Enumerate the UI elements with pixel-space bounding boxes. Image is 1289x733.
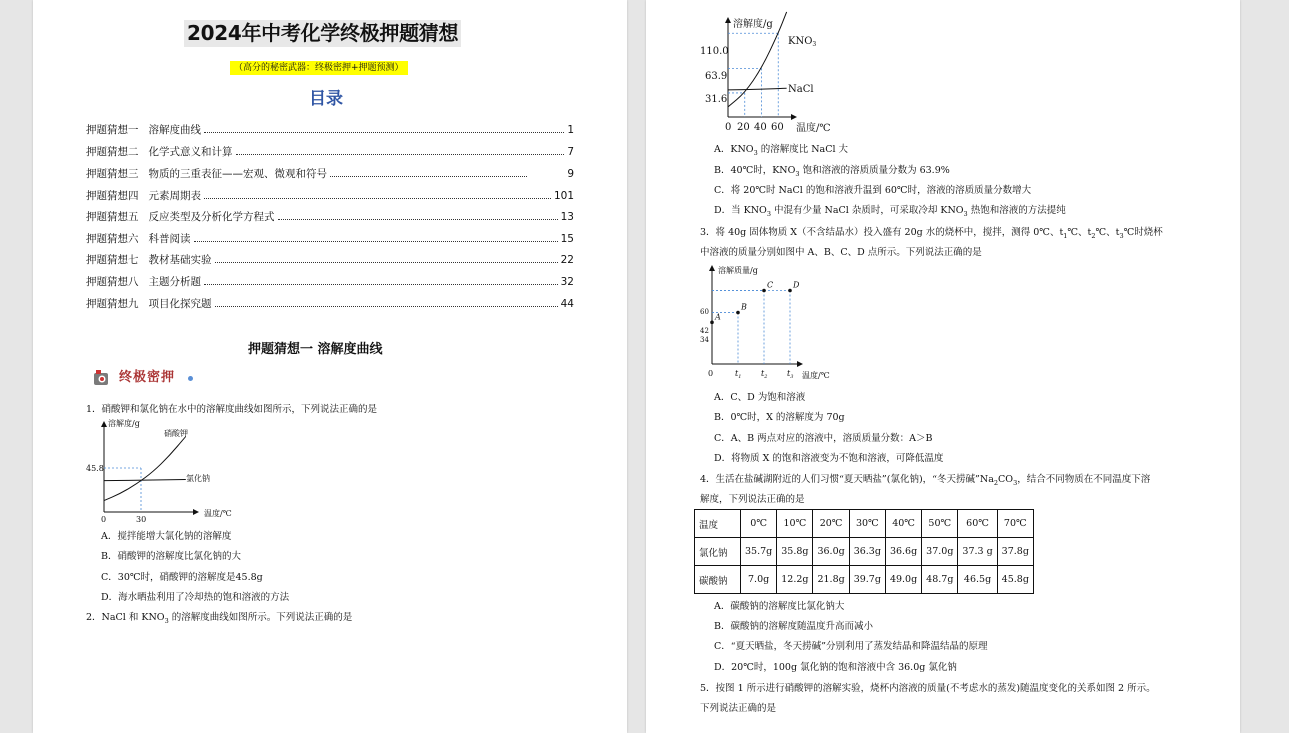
x-axis-label: 温度/℃ xyxy=(796,123,831,134)
document-page-right xyxy=(646,0,1240,733)
series-label: 硝酸钾 xyxy=(164,429,188,438)
chart-q2 xyxy=(696,14,866,136)
q3-stem-part: ℃、t xyxy=(1095,227,1120,238)
q2-subscript: 3 xyxy=(766,209,771,218)
toc-entry[interactable] xyxy=(86,231,574,247)
series-line-nacl xyxy=(728,88,787,90)
banner-dot xyxy=(188,376,193,381)
table-cell: 46.5g xyxy=(958,566,997,594)
y-tick-label: 60 xyxy=(700,308,709,316)
table-cell: 35.8g xyxy=(777,538,813,566)
question-3-stem-line1 xyxy=(700,224,1163,240)
toc-label: 押题猜想四 xyxy=(86,190,139,202)
y-tick-label: 31.6 xyxy=(705,94,728,105)
toc-label: 押题猜想六 xyxy=(86,233,139,245)
table-cell: 36.0g xyxy=(813,538,849,566)
table-cell: 12.2g xyxy=(777,566,813,594)
x-tick-label: 40 xyxy=(754,122,767,133)
table-cell: 20℃ xyxy=(813,510,849,538)
table-cell: 37.0g xyxy=(922,538,958,566)
table-cell: 40℃ xyxy=(885,510,921,538)
q3-stem-part: 3．将 40g 固体物质 X（不含结晶水）投入盛有 20g 水的烧杯中，搅拌，测得 0℃、t xyxy=(700,227,1064,238)
toc-leader xyxy=(330,176,527,177)
x-tick-label: 0 xyxy=(101,515,107,524)
series-label: 氯化钠 xyxy=(186,474,210,483)
q2-subscript: 3 xyxy=(753,148,758,157)
table-cell: 48.7g xyxy=(922,566,958,594)
series-line-nacl xyxy=(104,479,186,480)
document-title: 2024年中考化学终极押题猜想 xyxy=(184,20,461,47)
toc-label: 押题猜想三 xyxy=(86,168,139,180)
toc-label: 押题猜想七 xyxy=(86,254,139,266)
toc-title: 化学式意义和计算 xyxy=(148,146,233,158)
q2-subscript: 3 xyxy=(164,616,169,625)
toc-page-number: 15 xyxy=(560,233,574,245)
solubility-table xyxy=(694,509,1034,594)
table-cell: 45.8g xyxy=(997,566,1033,594)
x-tick-label: 30 xyxy=(136,515,147,524)
q4-option-a[interactable]: A．碳酸钠的溶解度比氯化钠大 xyxy=(714,601,845,612)
toc-entry[interactable] xyxy=(86,296,574,312)
table-cell: 30℃ xyxy=(849,510,885,538)
toc-leader xyxy=(236,154,565,155)
question-4-stem-line2: 解度，下列说法正确的是 xyxy=(700,494,805,505)
y-tick-label: 42 xyxy=(700,327,709,335)
table-cell: 21.8g xyxy=(813,566,849,594)
y-tick-label: 63.9 xyxy=(705,71,728,82)
toc-label: 押题猜想五 xyxy=(86,211,139,223)
table-cell: 7.0g xyxy=(741,566,777,594)
table-cell: 温度 xyxy=(695,510,741,538)
toc-title: 物质的三重表征——宏观、微观和符号 xyxy=(148,168,327,180)
toc-entry[interactable] xyxy=(86,252,574,268)
table-header-row xyxy=(695,510,1034,538)
toc-title: 溶解度曲线 xyxy=(148,124,201,136)
q2-option-d[interactable] xyxy=(714,202,1066,218)
toc-page-number: 7 xyxy=(567,146,574,158)
table-cell: 氯化钠 xyxy=(695,538,741,566)
toc-entry[interactable] xyxy=(86,144,574,160)
toc-page-number: 101 xyxy=(553,190,574,202)
q4-stem-part: 4．生活在盐碱湖附近的人们习惯“夏天晒盐”(氯化钠)，“冬天捞碱”Na xyxy=(700,474,994,485)
q4-subscript: 2 xyxy=(993,478,999,487)
toc-leader xyxy=(204,284,558,285)
toc-page-number: 9 xyxy=(567,168,574,180)
q1-option-d[interactable]: D．海水晒盐利用了冷却热的饱和溶液的方法 xyxy=(101,592,290,603)
q1-option-a[interactable]: A．搅拌能增大氯化钠的溶解度 xyxy=(101,531,232,542)
y-axis-label: 溶解质量/g xyxy=(718,266,758,275)
table-row xyxy=(695,566,1034,594)
y-tick-label: 45.8 xyxy=(86,464,104,473)
q2-option-text: 中混有少量 NaCl 杂质时，可采取冷却 KNO xyxy=(770,205,964,216)
q4-option-b[interactable]: B．碳酸钠的溶解度随温度升高而减小 xyxy=(714,621,873,632)
q2-stem-part: 的溶解度曲线如图所示。下列说法正确的是 xyxy=(168,612,353,623)
toc-leader xyxy=(278,219,558,220)
toc-label: 押题猜想九 xyxy=(86,298,139,310)
x-tick-label: $t_1$ xyxy=(735,369,742,380)
chart-q3 xyxy=(698,262,848,384)
q3-subscript: 1 xyxy=(1063,231,1068,240)
table-cell: 36.3g xyxy=(849,538,885,566)
series-label: NaCl xyxy=(788,84,814,95)
x-tick-label: 20 xyxy=(737,122,750,133)
q2-stem-part: 2．NaCl 和 KNO xyxy=(86,612,165,623)
table-cell: 10℃ xyxy=(777,510,813,538)
q2-option-text: 饱和溶液的溶质质量分数为 63.9% xyxy=(799,165,950,176)
table-cell: 37.3 g xyxy=(958,538,997,566)
toc-page-number: 44 xyxy=(560,298,574,310)
x-tick-label: 0 xyxy=(708,369,714,378)
x-tick-label: $t_3$ xyxy=(787,369,794,380)
toc-title: 科普阅读 xyxy=(148,233,191,245)
q2-subscript: 3 xyxy=(963,209,968,218)
toc-entry[interactable] xyxy=(86,166,574,182)
table-cell: 35.7g xyxy=(741,538,777,566)
q2-option-a[interactable] xyxy=(714,141,848,157)
q4-option-c[interactable]: C．“夏天晒盐，冬天捞碱”分别利用了蒸发结晶和降温结晶的原理 xyxy=(714,641,988,652)
toc-page-number: 1 xyxy=(567,124,574,136)
q3-subscript: 2 xyxy=(1091,231,1096,240)
data-point xyxy=(710,321,714,325)
y-tick-label: 34 xyxy=(700,336,709,344)
x-tick-label: $t_2$ xyxy=(761,369,768,380)
toc-heading: 目录 xyxy=(309,89,343,109)
q3-subscript: 3 xyxy=(1119,231,1124,240)
table-cell: 60℃ xyxy=(958,510,997,538)
toc-label: 押题猜想二 xyxy=(86,146,139,158)
question-4-stem-line1 xyxy=(700,471,1150,487)
q4-subscript: 3 xyxy=(1013,478,1018,487)
data-point xyxy=(736,311,740,315)
q1-option-c[interactable]: C．30℃时，硝酸钾的溶解度是45.8g xyxy=(101,572,263,583)
toc-title: 元素周期表 xyxy=(148,190,201,202)
q3-stem-part: ℃时烧杯 xyxy=(1123,227,1163,238)
q3-option-c[interactable]: C．A、B 两点对应的溶液中，溶质质量分数：A＞B xyxy=(714,433,933,444)
question-5-stem-line2: 下列说法正确的是 xyxy=(700,703,777,714)
guide-lines xyxy=(728,33,778,117)
section-heading: 押题猜想一 溶解度曲线 xyxy=(248,342,383,357)
toc-title: 主题分析题 xyxy=(148,276,201,288)
table-row xyxy=(695,538,1034,566)
point-label: D xyxy=(793,280,800,290)
toc-entry[interactable] xyxy=(86,274,574,290)
question-5-stem-line1: 5．按图 1 所示进行硝酸钾的溶解实验，烧杯内溶液的质量(不考虑水的蒸发)随温度变化的关系如图 2 所示。 xyxy=(700,683,1156,694)
toc-label: 押题猜想八 xyxy=(86,276,139,288)
table-cell: 碳酸钠 xyxy=(695,566,741,594)
toc-title: 项目化探究题 xyxy=(148,298,212,310)
q2-option-text: 的溶解度比 NaCl 大 xyxy=(757,144,849,155)
q4-stem-part: ，结合不同物质在不同温度下溶 xyxy=(1017,474,1151,485)
toc-leader xyxy=(215,306,558,307)
document-page-left xyxy=(33,0,627,733)
toc-leader xyxy=(194,241,558,242)
table-cell: 36.6g xyxy=(885,538,921,566)
q4-stem-part: CO xyxy=(998,474,1014,485)
table-cell: 37.8g xyxy=(997,538,1033,566)
toc-page-number: 13 xyxy=(560,211,574,223)
q2-option-text: D．当 KNO xyxy=(714,205,767,216)
q2-option-c[interactable]: C．将 20℃时 NaCl 的饱和溶液升温到 60℃时，溶液的溶质质量分数增大 xyxy=(714,185,1032,196)
question-3-stem-line2: 中溶液的质量分别如图中 A、B、C、D 点所示。下列说法正确的是 xyxy=(700,247,982,258)
toc-leader xyxy=(204,198,551,199)
q2-option-text: A．KNO xyxy=(714,144,754,155)
x-tick-label: 0 xyxy=(725,122,732,133)
table-cell: 0℃ xyxy=(741,510,777,538)
point-label: A xyxy=(715,312,721,322)
toc-label: 押题猜想一 xyxy=(86,124,139,136)
question-2-stem xyxy=(86,609,352,625)
q2-option-text: B．40℃时，KNO xyxy=(714,165,796,176)
data-points xyxy=(710,281,800,325)
q2-subscript: 3 xyxy=(795,169,800,178)
table-cell: 49.0g xyxy=(885,566,921,594)
x-axis-label: 温度/℃ xyxy=(802,371,830,380)
table-cell: 70℃ xyxy=(997,510,1033,538)
toc-entry[interactable] xyxy=(86,209,574,225)
toc-title: 教材基础实验 xyxy=(148,254,212,266)
q3-stem-part: ℃、t xyxy=(1067,227,1092,238)
toc-leader xyxy=(204,132,564,133)
table-cell: 50℃ xyxy=(922,510,958,538)
q2-option-b[interactable] xyxy=(714,162,950,178)
guide-lines xyxy=(712,291,790,365)
point-label: B xyxy=(741,302,747,312)
series-line-kno3 xyxy=(104,436,186,500)
toc-entry[interactable] xyxy=(86,122,574,138)
y-tick-label: 110.0 xyxy=(700,46,729,57)
chart-q1 xyxy=(86,414,246,524)
q3-option-d[interactable]: D．将物质 X 的饱和溶液变为不饱和溶液，可降低温度 xyxy=(714,453,944,464)
question-1-stem: 1．硝酸钾和氯化钠在水中的溶解度曲线如图所示，下列说法正确的是 xyxy=(86,404,378,415)
data-point xyxy=(788,289,792,293)
y-axis-label: 溶解度/g xyxy=(108,419,140,428)
q3-option-a[interactable]: A．C、D 为饱和溶液 xyxy=(714,392,806,403)
series-label: $KNO_3$ xyxy=(788,36,817,48)
q3-option-b[interactable]: B．0℃时，X 的溶解度为 70g xyxy=(714,412,845,423)
q2-option-text: 热饱和溶液的方法提纯 xyxy=(967,205,1066,216)
data-point xyxy=(762,289,766,293)
x-tick-label: 60 xyxy=(771,122,784,133)
q1-option-b[interactable]: B．硝酸钾的溶解度比氯化钠的大 xyxy=(101,551,241,562)
camera-icon xyxy=(93,368,109,388)
y-axis-label: 溶解度/g xyxy=(733,19,773,30)
document-subtitle: （高分的秘密武器：终极密押+押题预测） xyxy=(230,61,408,75)
banner-label: 终极密押 xyxy=(119,370,176,385)
toc-leader xyxy=(215,262,558,263)
toc-title: 反应类型及分析化学方程式 xyxy=(148,211,275,223)
toc-entry[interactable] xyxy=(86,188,574,204)
q4-option-d[interactable]: D．20℃时，100g 氯化钠的饱和溶液中含 36.0g 氯化钠 xyxy=(714,662,957,673)
point-label: C xyxy=(767,280,774,290)
toc-page-number: 32 xyxy=(560,276,574,288)
toc-page-number: 22 xyxy=(560,254,574,266)
table-cell: 39.7g xyxy=(849,566,885,594)
x-axis-label: 温度/℃ xyxy=(204,509,232,518)
